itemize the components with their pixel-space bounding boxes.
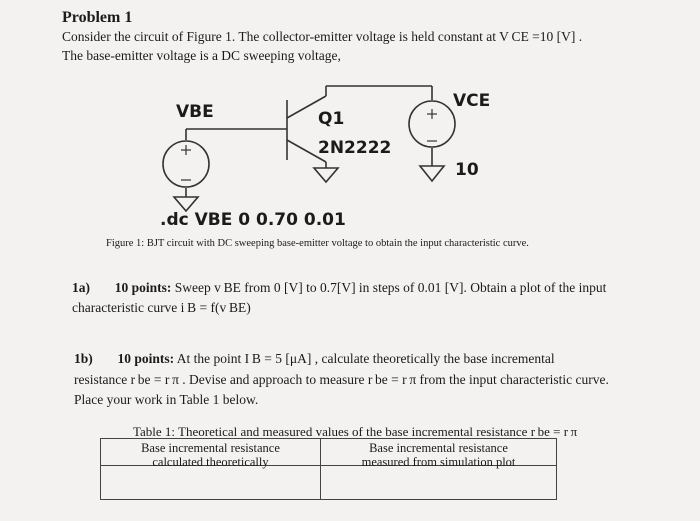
q1b-points: 10 points:	[117, 351, 175, 366]
q1b-number: 1b)	[74, 351, 93, 366]
q1b-text: At the point I B = 5 [μA] , calculate theoretically the base incremental	[176, 351, 555, 366]
q1a-points: 10 points:	[114, 280, 172, 295]
vce-value: 10	[455, 160, 479, 180]
problem-title: Problem 1	[62, 9, 133, 26]
vce-label: VCE	[453, 91, 491, 111]
intro-line-2: The base-emitter voltage is a DC sweeping voltage,	[62, 48, 341, 63]
q1b-line-2: resistance r be = r π . Devise and approach to measure r be = r π from the input characteristic curve.	[74, 372, 609, 387]
table-header-measured: Base incremental resistance measured from simulation plot	[321, 439, 556, 466]
q1a-number: 1a)	[72, 280, 90, 295]
intro-line-1: Consider the circuit of Figure 1. The collector-emitter voltage is held constant at V CE =10 [V] .	[62, 29, 583, 44]
part-label: 2N2222	[318, 138, 392, 158]
table-caption: Table 1: Theoretical and measured values of the base incremental resistance r be = r π	[133, 424, 578, 439]
table-header-theoretical: Base incremental resistance calculated theoretically	[101, 439, 321, 466]
table-cell-theoretical-value[interactable]	[101, 466, 321, 499]
q1a-line-1	[72, 280, 606, 296]
q1b-line-3: Place your work in Table 1 below.	[74, 392, 259, 407]
figure-caption: Figure 1: BJT circuit with DC sweeping base-emitter voltage to obtain the input characteristic curve.	[106, 238, 529, 249]
q1b-line-1	[74, 351, 555, 367]
results-table	[100, 438, 557, 500]
q1a-line-2: characteristic curve i B = f(v BE)	[72, 300, 251, 315]
q1a-text: Sweep v BE from 0 [V] to 0.7[V] in steps of 0.01 [V]. Obtain a plot of the input	[174, 280, 607, 295]
vbe-label: VBE	[176, 102, 214, 122]
table-cell-measured-value[interactable]	[321, 466, 556, 499]
dc-directive: .dc VBE 0 0.70 0.01	[160, 210, 346, 230]
q1-label: Q1	[318, 109, 345, 129]
